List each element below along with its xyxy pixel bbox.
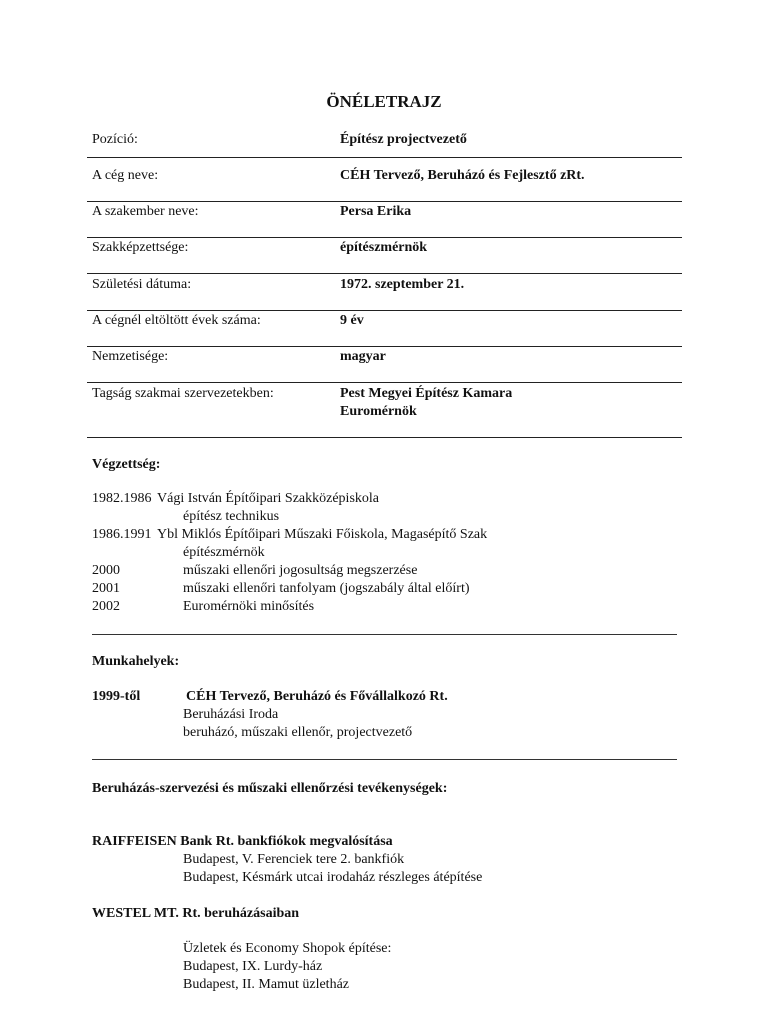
info-label-nationality: Nemzetisége: (92, 349, 169, 364)
education-year: 2002 (92, 599, 120, 614)
info-label-position: Pozíció: (92, 132, 138, 147)
info-value-qualification: építészmérnök (340, 240, 428, 255)
workplaces-heading: Munkahelyek: (92, 654, 180, 669)
westel-title: WESTEL MT. Rt. beruházásaiban (92, 906, 300, 921)
info-label-memberships: Tagság szakmai szervezetekben: (92, 386, 274, 401)
westel-item: Budapest, II. Mamut üzletház (183, 977, 350, 992)
row-divider (87, 437, 682, 438)
info-label-name: A szakember neve: (92, 204, 199, 219)
education-text: műszaki ellenőri tanfolyam (jogszabály által előírt) (183, 581, 470, 596)
info-value-membership-2: Euromérnök (340, 404, 417, 419)
workplace-company: CÉH Tervező, Beruházó és Fővállalkozó Rt. (186, 689, 448, 704)
row-divider (87, 237, 682, 238)
education-year: 2001 (92, 581, 120, 596)
education-text: építész technikus (183, 509, 280, 524)
education-text: Euromérnöki minősítés (183, 599, 315, 614)
info-value-birthdate: 1972. szeptember 21. (340, 277, 465, 292)
section-divider (92, 759, 677, 760)
raiffeisen-title: RAIFFEISEN Bank Rt. bankfiókok megvalósítása (92, 834, 393, 849)
education-text: Vági István Építőipari Szakközépiskola (157, 491, 379, 506)
info-label-years: A cégnél eltöltött évek száma: (92, 313, 261, 328)
info-value-name: Persa Erika (340, 204, 412, 219)
info-value-nationality: magyar (340, 349, 386, 364)
info-label-qualification: Szakképzettsége: (92, 240, 189, 255)
education-text: építészmérnök (183, 545, 265, 560)
education-year: 1982.1986 (92, 491, 152, 506)
education-year: 1986.1991 (92, 527, 152, 542)
info-value-company: CÉH Tervező, Beruházó és Fejlesztő zRt. (340, 168, 585, 183)
row-divider (87, 382, 682, 383)
westel-item: Budapest, IX. Lurdy-ház (183, 959, 323, 974)
activities-heading: Beruházás-szervezési és műszaki ellenőrzési tevékenységek: (92, 781, 448, 796)
row-divider (87, 201, 682, 202)
page-title: ÖNÉLETRAJZ (326, 92, 442, 111)
info-value-years: 9 év (340, 313, 364, 328)
info-value-membership-1: Pest Megyei Építész Kamara (340, 386, 513, 401)
row-divider (87, 157, 682, 158)
westel-item: Üzletek és Economy Shopok építése: (183, 941, 392, 956)
row-divider (87, 346, 682, 347)
row-divider (87, 273, 682, 274)
raiffeisen-item: Budapest, Késmárk utcai irodaház részleges átépítése (183, 870, 483, 885)
section-divider (92, 634, 677, 635)
row-divider (87, 310, 682, 311)
info-label-birthdate: Születési dátuma: (92, 277, 192, 292)
raiffeisen-item: Budapest, V. Ferenciek tere 2. bankfiók (183, 852, 405, 867)
education-text: műszaki ellenőri jogosultság megszerzése (183, 563, 418, 578)
education-text: Ybl Miklós Építőipari Műszaki Főiskola, Magasépítő Szak (157, 527, 488, 542)
education-heading: Végzettség: (92, 457, 161, 472)
education-year: 2000 (92, 563, 120, 578)
info-label-company: A cég neve: (92, 168, 159, 183)
info-value-position: Építész projectvezető (340, 132, 467, 147)
workplace-line: beruházó, műszaki ellenőr, projectvezető (183, 725, 413, 740)
workplace-line: Beruházási Iroda (183, 707, 279, 722)
workplace-since: 1999-től (92, 689, 141, 704)
